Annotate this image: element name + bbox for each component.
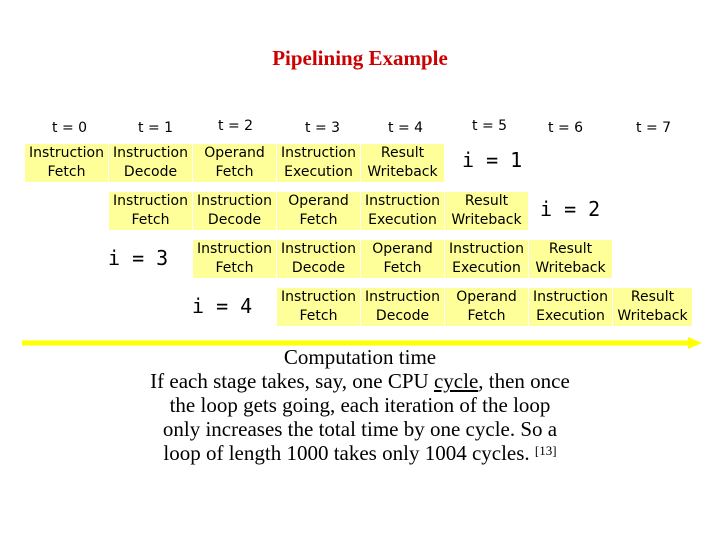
stage-line: Decode bbox=[123, 164, 178, 180]
stage-line: Instruction bbox=[281, 145, 356, 161]
stage-decode bbox=[193, 192, 276, 230]
time-label-1: t = 1 bbox=[138, 120, 174, 136]
stage-line: Fetch bbox=[299, 212, 338, 228]
cycle-link[interactable]: cycle bbox=[433, 369, 479, 393]
stage-writeback bbox=[445, 192, 528, 230]
stage-line: Fetch bbox=[215, 260, 254, 276]
stage-operand-fetch bbox=[277, 192, 360, 230]
citation: [13] bbox=[534, 443, 557, 458]
stage-line: Fetch bbox=[131, 212, 170, 228]
time-label-7: t = 7 bbox=[636, 120, 672, 136]
stage-decode bbox=[109, 144, 192, 182]
stage-line: Writeback bbox=[367, 164, 438, 180]
time-label-3: t = 3 bbox=[305, 120, 341, 136]
stage-fetch bbox=[277, 288, 360, 326]
stage-line: Execution bbox=[284, 164, 353, 180]
stage-decode bbox=[361, 288, 444, 326]
stage-line: Instruction bbox=[281, 241, 356, 257]
stage-line: Result bbox=[630, 289, 675, 305]
stage-decode bbox=[277, 240, 360, 278]
stage-line: Writeback bbox=[451, 212, 522, 228]
stage-fetch bbox=[109, 192, 192, 230]
caption-text: , then once bbox=[478, 369, 570, 393]
page-title: Pipelining Example bbox=[272, 46, 448, 70]
stage-line: Execution bbox=[368, 212, 437, 228]
stage-execution bbox=[445, 240, 528, 278]
stage-line: Instruction bbox=[29, 145, 104, 161]
stage-fetch bbox=[25, 144, 108, 182]
stage-line: Instruction bbox=[113, 193, 188, 209]
caption-line-1 bbox=[80, 369, 640, 393]
stage-writeback bbox=[361, 144, 444, 182]
stage-line: Operand bbox=[204, 145, 265, 161]
time-label-6: t = 6 bbox=[548, 120, 584, 136]
stage-line: Instruction bbox=[197, 241, 272, 257]
stage-line: Instruction bbox=[449, 241, 524, 257]
stage-line: Instruction bbox=[113, 145, 188, 161]
stage-line: Instruction bbox=[365, 289, 440, 305]
caption-line-4 bbox=[80, 441, 640, 465]
caption-text: loop of length 1000 takes only 1004 cycles. bbox=[163, 441, 535, 465]
stage-line: Writeback bbox=[535, 260, 606, 276]
stage-line: Instruction bbox=[533, 289, 608, 305]
stage-operand-fetch bbox=[361, 240, 444, 278]
iteration-label-1: i = 1 bbox=[462, 148, 523, 172]
stage-operand-fetch bbox=[445, 288, 528, 326]
stage-writeback bbox=[529, 240, 612, 278]
stage-execution bbox=[361, 192, 444, 230]
stage-line: Instruction bbox=[197, 193, 272, 209]
stage-line: Fetch bbox=[215, 164, 254, 180]
caption-line-3: only increases the total time by one cycle. So a bbox=[162, 417, 558, 441]
arrow-label: Computation time bbox=[283, 345, 437, 369]
stage-line: Result bbox=[380, 145, 425, 161]
stage-line: Operand bbox=[456, 289, 517, 305]
stage-line: Fetch bbox=[467, 308, 506, 324]
stage-line: Execution bbox=[536, 308, 605, 324]
stage-operand-fetch bbox=[193, 144, 276, 182]
arrow-head bbox=[688, 337, 702, 349]
time-label-5: t = 5 bbox=[472, 118, 508, 134]
stage-line: Result bbox=[548, 241, 593, 257]
stage-line: Decode bbox=[207, 212, 262, 228]
time-label-0: t = 0 bbox=[52, 120, 88, 136]
stage-line: Fetch bbox=[47, 164, 86, 180]
caption-line-2: the loop gets going, each iteration of the loop bbox=[169, 393, 551, 417]
time-label-2: t = 2 bbox=[218, 118, 254, 134]
stage-fetch bbox=[193, 240, 276, 278]
stage-line: Operand bbox=[372, 241, 433, 257]
iteration-label-2: i = 2 bbox=[540, 197, 601, 221]
time-label-4: t = 4 bbox=[388, 120, 424, 136]
stage-line: Instruction bbox=[281, 289, 356, 305]
stage-execution bbox=[529, 288, 612, 326]
iteration-label-4: i = 4 bbox=[192, 294, 253, 318]
stage-execution bbox=[277, 144, 360, 182]
stage-line: Operand bbox=[288, 193, 349, 209]
stage-line: Result bbox=[464, 193, 509, 209]
iteration-label-3: i = 3 bbox=[108, 246, 169, 270]
stage-line: Decode bbox=[375, 308, 430, 324]
stage-line: Decode bbox=[291, 260, 346, 276]
stage-line: Fetch bbox=[383, 260, 422, 276]
stage-writeback bbox=[613, 288, 692, 326]
stage-line: Writeback bbox=[617, 308, 688, 324]
stage-line: Execution bbox=[452, 260, 521, 276]
caption bbox=[80, 345, 640, 465]
stage-line: Instruction bbox=[365, 193, 440, 209]
caption-text: If each stage takes, say, one CPU bbox=[150, 369, 434, 393]
stage-line: Fetch bbox=[299, 308, 338, 324]
